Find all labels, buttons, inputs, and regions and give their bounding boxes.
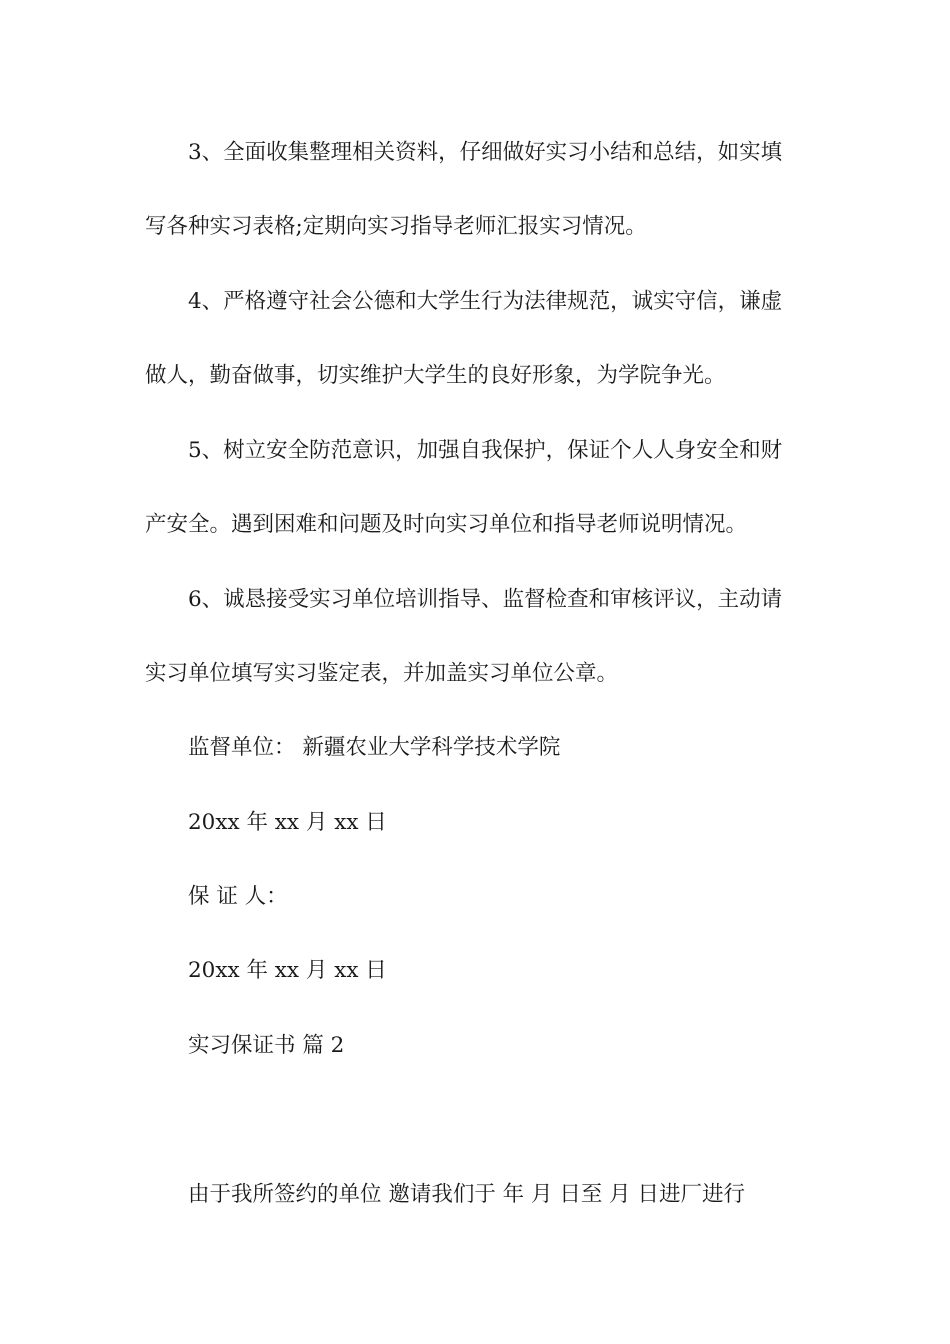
- paragraph-3-line-2: 写各种实习表格;定期向实习指导老师汇报实习情况。: [145, 214, 647, 239]
- section-title: 实习保证书 篇 2: [188, 1033, 345, 1058]
- paragraph-5-line-1: 5、树立安全防范意识，加强自我保护，保证个人人身安全和财: [188, 438, 783, 463]
- paragraph-4-line-1: 4、严格遵守社会公德和大学生行为法律规范，诚实守信，谦虚: [188, 289, 783, 314]
- next-paragraph-line-1: 由于我所签约的单位 邀请我们于 年 月 日至 月 日进厂进行: [188, 1182, 746, 1207]
- paragraph-3-line-1: 3、全面收集整理相关资料，仔细做好实习小结和总结，如实填: [188, 140, 783, 165]
- paragraph-6-line-2: 实习单位填写实习鉴定表，并加盖实习单位公章。: [145, 661, 619, 686]
- guarantor-line: 保 证 人：: [188, 884, 288, 909]
- paragraph-4-line-2: 做人，勤奋做事，切实维护大学生的良好形象，为学院争光。: [145, 363, 726, 388]
- paragraph-6-line-1: 6、诚恳接受实习单位培训指导、监督检查和审核评议，主动请: [188, 587, 783, 612]
- date-line-1: 20xx 年 xx 月 xx 日: [188, 810, 387, 835]
- date-line-2: 20xx 年 xx 月 xx 日: [188, 958, 387, 983]
- supervisor-line: 监督单位： 新疆农业大学科学技术学院: [188, 735, 561, 760]
- paragraph-5-line-2: 产安全。遇到困难和问题及时向实习单位和指导老师说明情况。: [145, 512, 748, 537]
